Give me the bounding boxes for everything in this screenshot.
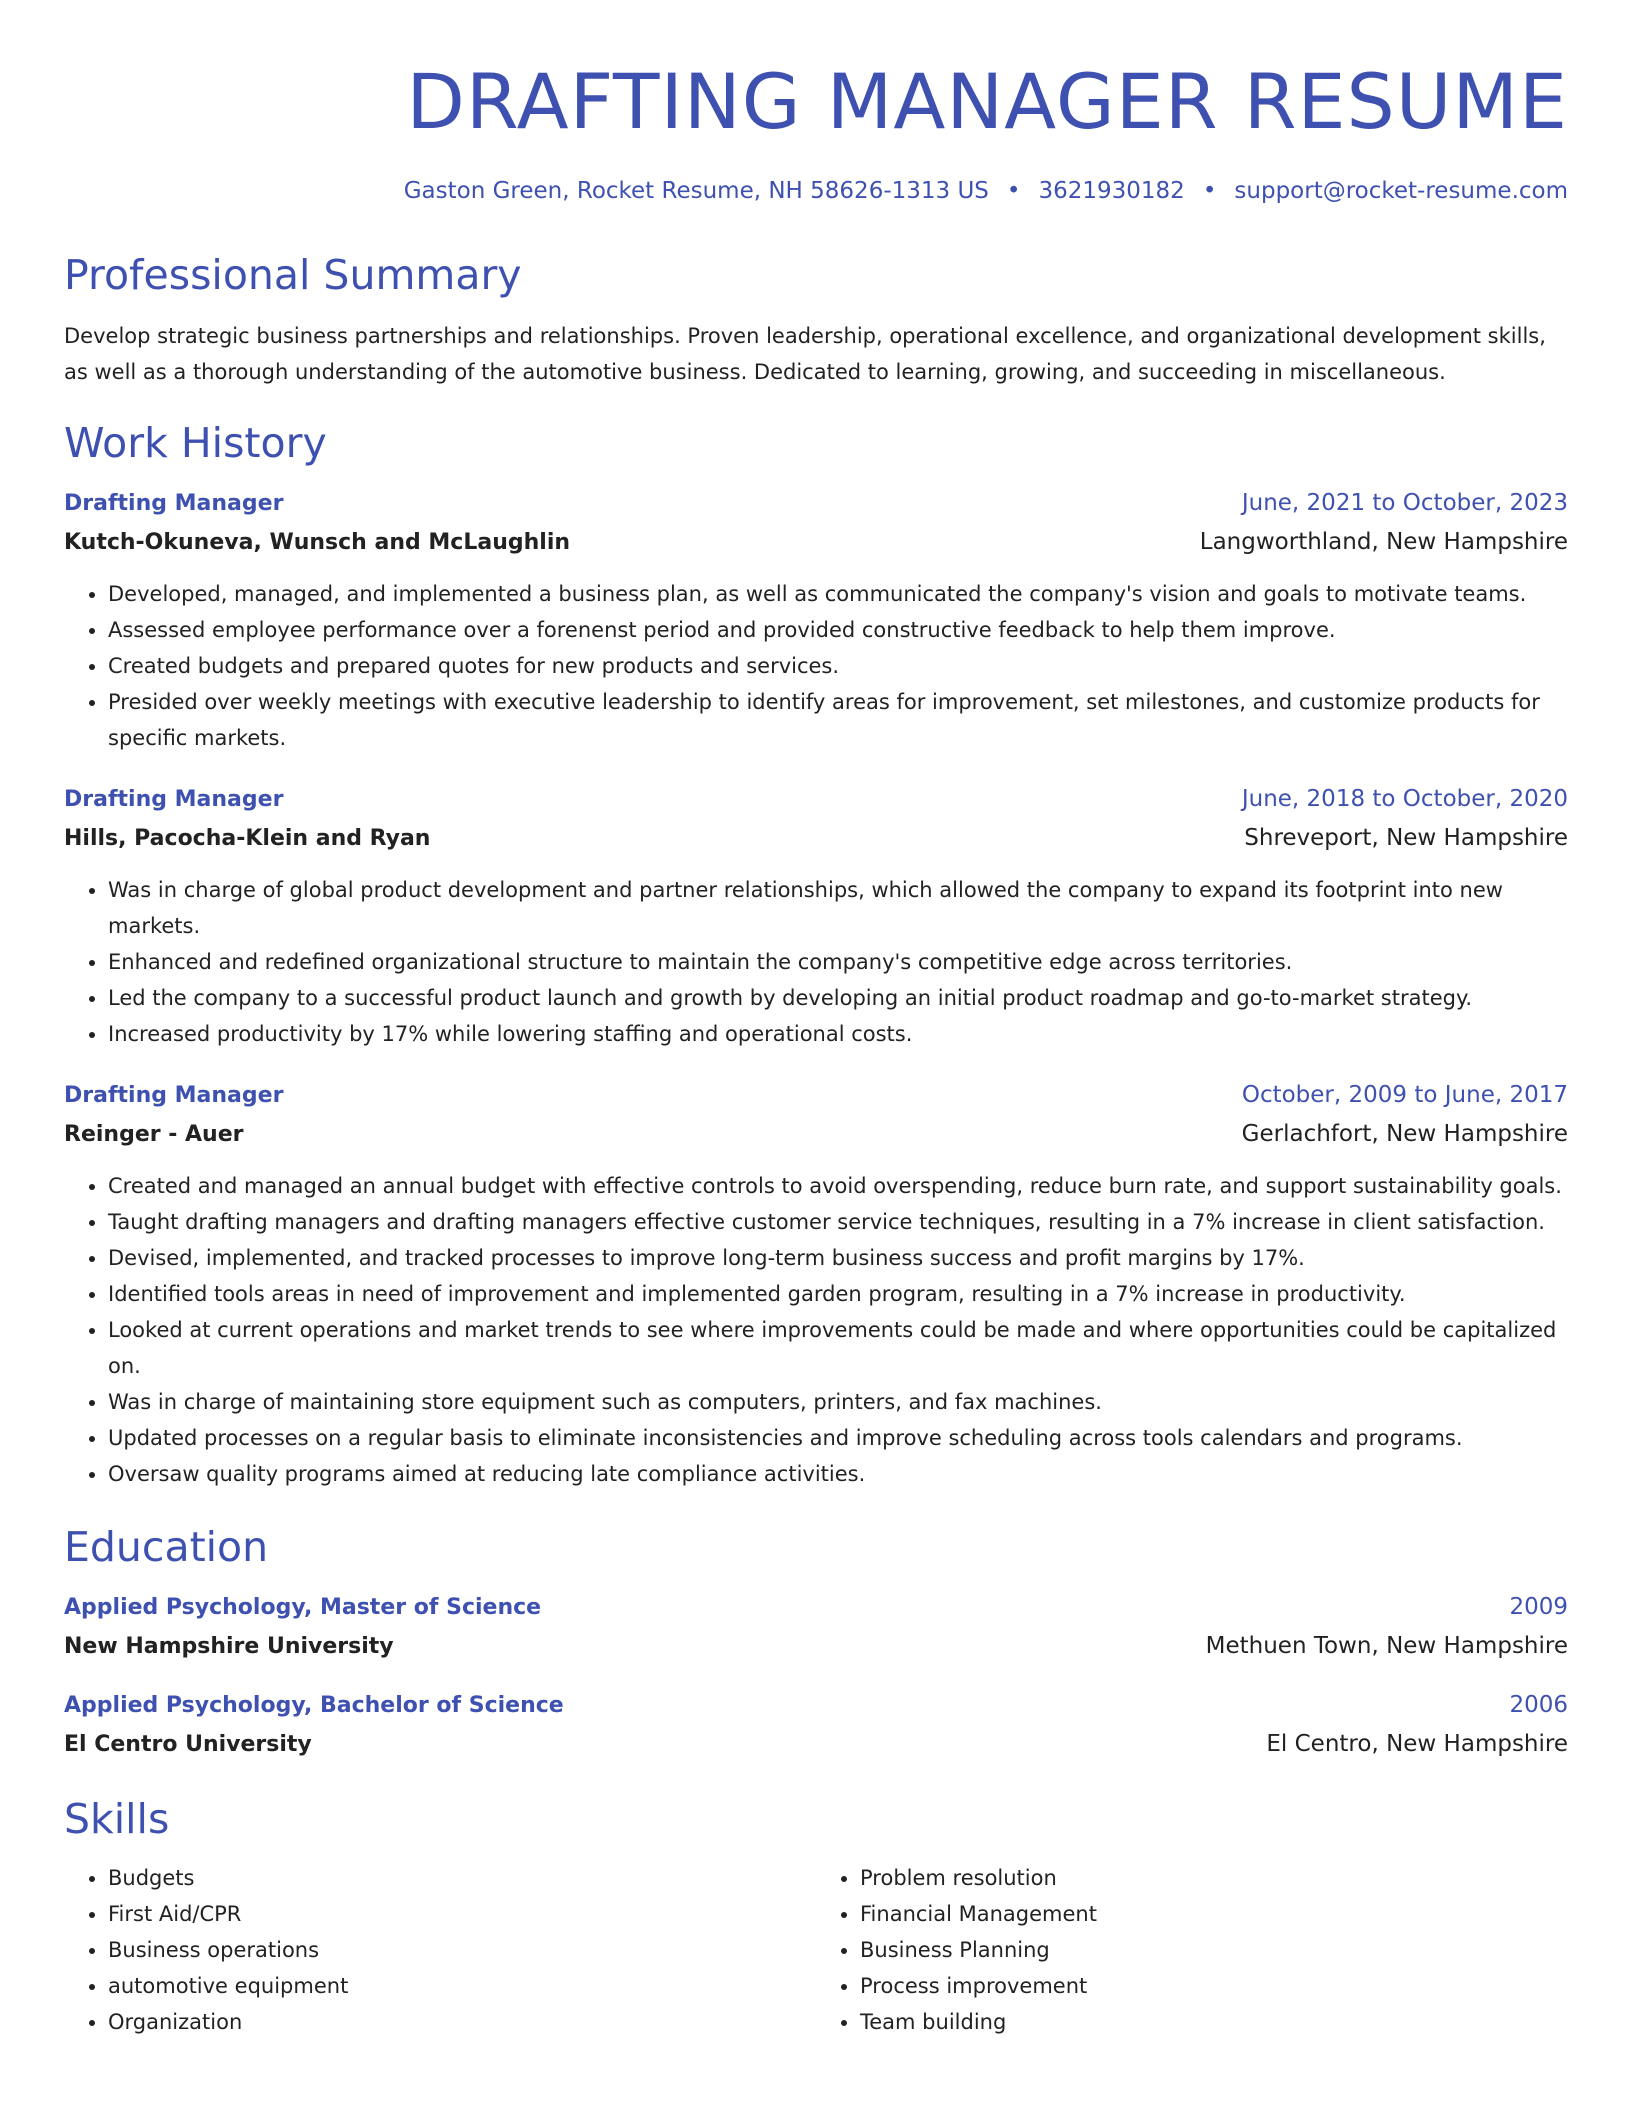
contact-line <box>64 176 1568 206</box>
contact-phone: 3621930182 <box>1038 178 1185 204</box>
summary-text: Develop strategic business partnerships and relationships. Proven leadership, operational excellence, and organizational development skills, as well as a thorough understanding of the automotive business. Dedicated to learning, growing, and succeeding in miscellaneous. <box>64 324 1546 384</box>
skills-column-right <box>816 1860 1568 2040</box>
job-dates: October, 2009 to June, 2017 <box>1241 1082 1568 1108</box>
list-item: • Devised, implemented, and tracked processes to improve long-term business success and profit margins by 17%. <box>108 1240 1568 1276</box>
education-location: El Centro, New Hampshire <box>1266 1731 1568 1757</box>
education-location: Methuen Town, New Hampshire <box>1205 1633 1568 1659</box>
education-entry <box>64 1690 1568 1760</box>
skill-item: • Budgets <box>108 1860 816 1896</box>
contact-email: support@rocket-resume.com <box>1234 178 1568 204</box>
list-item: • Taught drafting managers and drafting managers effective customer service techniques, resulting in a 7% increase in client satisfaction. <box>108 1204 1568 1240</box>
education-school: El Centro University <box>64 1732 312 1757</box>
job-dates: June, 2021 to October, 2023 <box>1241 490 1568 516</box>
education-degree: Applied Psychology, Master of Science <box>64 1595 542 1620</box>
job-location: Shreveport, New Hampshire <box>1244 825 1568 851</box>
list-item: • Enhanced and redefined organizational structure to maintain the company's competitive edge across territories. <box>108 944 1568 980</box>
list-item: • Identified tools areas in need of improvement and implemented garden program, resulting in a 7% increase in productivity. <box>108 1276 1568 1312</box>
list-item: • Looked at current operations and market trends to see where improvements could be made and where opportunities could be capitalized on. <box>108 1312 1568 1384</box>
job-entry <box>64 784 1568 1052</box>
job-entry <box>64 488 1568 756</box>
education-school: New Hampshire University <box>64 1634 394 1659</box>
list-item: • Presided over weekly meetings with executive leadership to identify areas for improvement, set milestones, and customize products for specific markets. <box>108 684 1568 756</box>
list-item: • Created budgets and prepared quotes for new products and services. <box>108 648 1568 684</box>
job-bullets <box>64 1168 1568 1492</box>
skill-item: • Organization <box>108 2004 816 2040</box>
list-item: • Developed, managed, and implemented a business plan, as well as communicated the company's vision and goals to motivate teams. <box>108 576 1568 612</box>
job-location: Gerlachfort, New Hampshire <box>1241 1121 1568 1147</box>
job-company: Reinger - Auer <box>64 1122 244 1147</box>
job-entry <box>64 1080 1568 1492</box>
job-location: Langworthland, New Hampshire <box>1199 529 1568 555</box>
skills-column-left <box>64 1860 816 2040</box>
job-bullets <box>64 576 1568 756</box>
skill-item: • automotive equipment <box>108 1968 816 2004</box>
education-year: 2009 <box>1509 1594 1568 1620</box>
list-item: • Assessed employee performance over a forenenst period and provided constructive feedback to help them improve. <box>108 612 1568 648</box>
skill-item: • Process improvement <box>860 1968 1568 2004</box>
education-degree: Applied Psychology, Bachelor of Science <box>64 1693 564 1718</box>
section-heading-education: Education <box>64 1523 269 1571</box>
job-role: Drafting Manager <box>64 787 284 812</box>
contact-address: Gaston Green, Rocket Resume, NH 58626-1313 US <box>403 178 989 204</box>
education-year: 2006 <box>1509 1692 1568 1718</box>
job-dates: June, 2018 to October, 2020 <box>1241 786 1568 812</box>
section-heading-skills: Skills <box>64 1795 170 1843</box>
resume-page <box>64 0 1568 2040</box>
list-item: • Was in charge of global product development and partner relationships, which allowed the company to expand its footprint into new markets. <box>108 872 1568 944</box>
job-role: Drafting Manager <box>64 1083 284 1108</box>
job-bullets <box>64 872 1568 1052</box>
job-company: Hills, Pacocha-Klein and Ryan <box>64 826 431 851</box>
contact-separator: • <box>1006 178 1021 204</box>
skill-item: • Team building <box>860 2004 1568 2040</box>
education-entry <box>64 1592 1568 1662</box>
job-role: Drafting Manager <box>64 491 284 516</box>
contact-separator: • <box>1202 178 1217 204</box>
skill-item: • Problem resolution <box>860 1860 1568 1896</box>
list-item: • Updated processes on a regular basis to eliminate inconsistencies and improve scheduling across tools calendars and programs. <box>108 1420 1568 1456</box>
list-item: • Created and managed an annual budget with effective controls to avoid overspending, reduce burn rate, and support sustainability goals. <box>108 1168 1568 1204</box>
job-company: Kutch-Okuneva, Wunsch and McLaughlin <box>64 530 571 555</box>
skills-list <box>64 1860 1568 2040</box>
list-item: • Was in charge of maintaining store equipment such as computers, printers, and fax machines. <box>108 1384 1568 1420</box>
list-item: • Increased productivity by 17% while lowering staffing and operational costs. <box>108 1016 1568 1052</box>
list-item: • Led the company to a successful product launch and growth by developing an initial product roadmap and go-to-market strategy. <box>108 980 1568 1016</box>
skill-item: • First Aid/CPR <box>108 1896 816 1932</box>
resume-title: DRAFTING MANAGER RESUME <box>406 57 1568 146</box>
skill-item: • Business Planning <box>860 1932 1568 1968</box>
section-heading-work-history: Work History <box>64 419 327 467</box>
section-heading-summary: Professional Summary <box>64 251 522 299</box>
list-item: • Oversaw quality programs aimed at reducing late compliance activities. <box>108 1456 1568 1492</box>
skill-item: • Business operations <box>108 1932 816 1968</box>
skill-item: • Financial Management <box>860 1896 1568 1932</box>
